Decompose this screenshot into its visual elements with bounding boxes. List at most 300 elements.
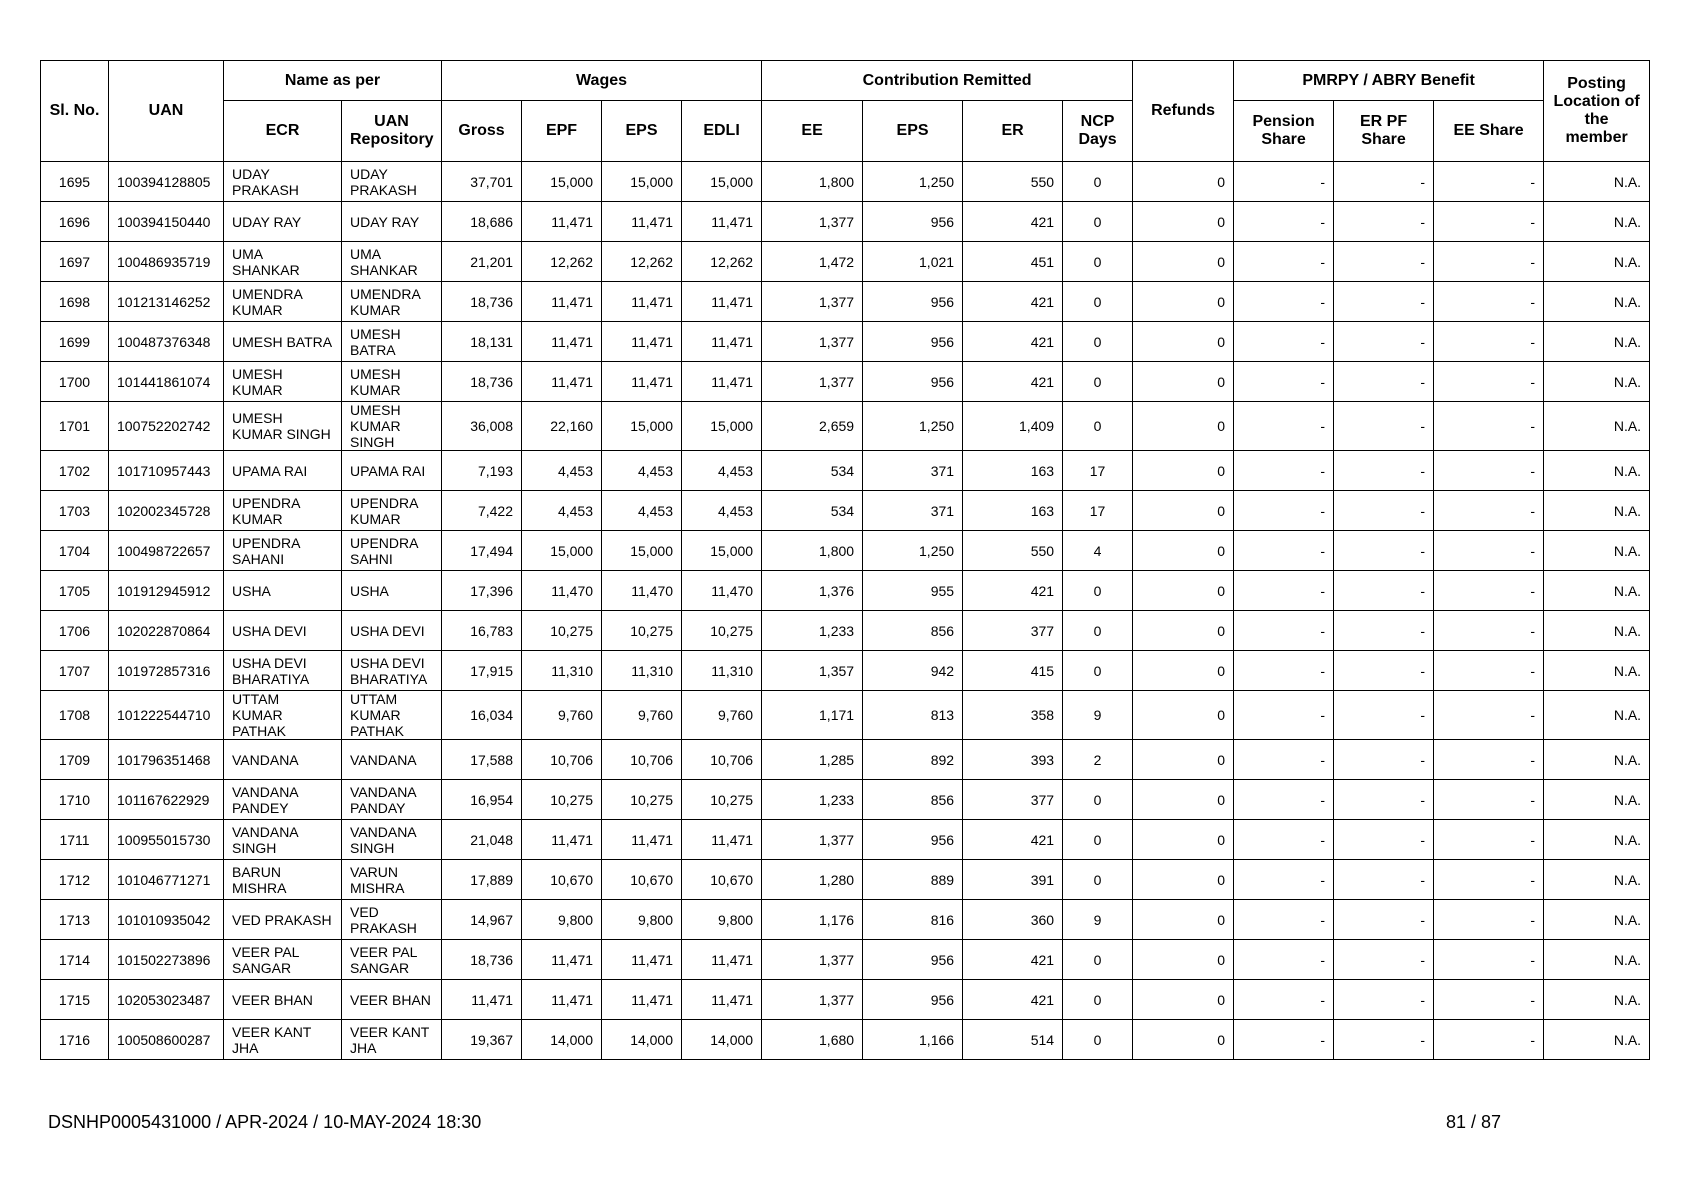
cell-ncp-days: 9 xyxy=(1063,900,1133,940)
table-row xyxy=(41,691,1650,740)
cell-uan-repository-name: UMENDRA KUMAR xyxy=(342,282,442,322)
cell-sl-no: 1698 xyxy=(41,282,109,322)
cell-edli: 11,310 xyxy=(682,651,762,691)
cell-posting-location: N.A. xyxy=(1544,531,1650,571)
cell-ee-share: - xyxy=(1434,780,1544,820)
cell-sl-no: 1705 xyxy=(41,571,109,611)
cell-edli: 15,000 xyxy=(682,531,762,571)
cell-sl-no: 1711 xyxy=(41,820,109,860)
cell-ecr-name: BARUN MISHRA xyxy=(224,860,342,900)
table-row xyxy=(41,611,1650,651)
cell-er-pf-share: - xyxy=(1334,571,1434,611)
table-row xyxy=(41,451,1650,491)
header-pension-share: Pension Share xyxy=(1234,101,1334,162)
cell-edli: 11,471 xyxy=(682,820,762,860)
header-wages: Wages xyxy=(442,61,762,101)
cell-er-pf-share: - xyxy=(1334,780,1434,820)
cell-uan: 102002345728 xyxy=(109,491,224,531)
cell-pension-share: - xyxy=(1234,362,1334,402)
cell-uan-repository-name: VEER PAL SANGAR xyxy=(342,940,442,980)
header-sl-no: Sl. No. xyxy=(41,61,109,162)
cell-uan: 101710957443 xyxy=(109,451,224,491)
cell-epf: 10,670 xyxy=(522,860,602,900)
cell-eps: 15,000 xyxy=(602,402,682,451)
cell-er-pf-share: - xyxy=(1334,491,1434,531)
header-uan-repository: UAN Repository xyxy=(342,101,442,162)
table-row xyxy=(41,571,1650,611)
cell-ee: 534 xyxy=(762,491,863,531)
cell-pension-share: - xyxy=(1234,531,1334,571)
cell-eps: 10,706 xyxy=(602,740,682,780)
cell-uan: 102053023487 xyxy=(109,980,224,1020)
cell-uan-repository-name: UTTAM KUMAR PATHAK xyxy=(342,691,442,740)
cell-ee-share: - xyxy=(1434,860,1544,900)
cell-refunds: 0 xyxy=(1133,780,1234,820)
header-posting-location: Posting Location of the member xyxy=(1544,61,1650,162)
cell-epf: 10,275 xyxy=(522,611,602,651)
cell-er: 415 xyxy=(963,651,1063,691)
cell-er-pf-share: - xyxy=(1334,162,1434,202)
cell-edli: 9,800 xyxy=(682,900,762,940)
cell-eps: 10,275 xyxy=(602,611,682,651)
cell-ee: 1,377 xyxy=(762,820,863,860)
cell-uan-repository-name: VED PRAKASH xyxy=(342,900,442,940)
cell-uan: 101167622929 xyxy=(109,780,224,820)
cell-sl-no: 1716 xyxy=(41,1020,109,1060)
cell-ecr-name: VANDANA xyxy=(224,740,342,780)
cell-er: 377 xyxy=(963,611,1063,651)
cell-er-pf-share: - xyxy=(1334,1020,1434,1060)
cell-eps: 4,453 xyxy=(602,491,682,531)
cell-refunds: 0 xyxy=(1133,491,1234,531)
cell-er-pf-share: - xyxy=(1334,860,1434,900)
cell-ecr-name: UMESH KUMAR xyxy=(224,362,342,402)
cell-ee-share: - xyxy=(1434,900,1544,940)
cell-er-pf-share: - xyxy=(1334,282,1434,322)
cell-contribution-eps: 1,250 xyxy=(863,402,963,451)
cell-refunds: 0 xyxy=(1133,362,1234,402)
cell-gross: 18,131 xyxy=(442,322,522,362)
cell-contribution-eps: 813 xyxy=(863,691,963,740)
cell-pension-share: - xyxy=(1234,940,1334,980)
cell-uan: 101796351468 xyxy=(109,740,224,780)
cell-refunds: 0 xyxy=(1133,611,1234,651)
cell-ecr-name: VEER BHAN xyxy=(224,980,342,1020)
cell-sl-no: 1715 xyxy=(41,980,109,1020)
cell-ncp-days: 0 xyxy=(1063,780,1133,820)
cell-ncp-days: 0 xyxy=(1063,202,1133,242)
cell-epf: 11,471 xyxy=(522,282,602,322)
cell-ee-share: - xyxy=(1434,940,1544,980)
cell-contribution-eps: 1,166 xyxy=(863,1020,963,1060)
table-row xyxy=(41,362,1650,402)
cell-pension-share: - xyxy=(1234,780,1334,820)
cell-sl-no: 1702 xyxy=(41,451,109,491)
cell-epf: 9,800 xyxy=(522,900,602,940)
cell-er-pf-share: - xyxy=(1334,531,1434,571)
cell-gross: 21,201 xyxy=(442,242,522,282)
cell-refunds: 0 xyxy=(1133,162,1234,202)
cell-gross: 17,889 xyxy=(442,860,522,900)
cell-contribution-eps: 956 xyxy=(863,820,963,860)
cell-er: 550 xyxy=(963,162,1063,202)
cell-sl-no: 1707 xyxy=(41,651,109,691)
cell-contribution-eps: 1,250 xyxy=(863,162,963,202)
cell-er-pf-share: - xyxy=(1334,691,1434,740)
cell-ee-share: - xyxy=(1434,282,1544,322)
cell-ncp-days: 0 xyxy=(1063,980,1133,1020)
cell-contribution-eps: 371 xyxy=(863,491,963,531)
cell-refunds: 0 xyxy=(1133,691,1234,740)
cell-eps: 10,275 xyxy=(602,780,682,820)
cell-eps: 11,471 xyxy=(602,322,682,362)
cell-edli: 4,453 xyxy=(682,491,762,531)
cell-uan-repository-name: UMESH KUMAR SINGH xyxy=(342,402,442,451)
table-row xyxy=(41,402,1650,451)
cell-pension-share: - xyxy=(1234,571,1334,611)
cell-contribution-eps: 892 xyxy=(863,740,963,780)
cell-eps: 11,471 xyxy=(602,202,682,242)
cell-sl-no: 1713 xyxy=(41,900,109,940)
cell-er: 451 xyxy=(963,242,1063,282)
cell-gross: 7,422 xyxy=(442,491,522,531)
table-body xyxy=(41,162,1650,1060)
cell-epf: 11,471 xyxy=(522,322,602,362)
cell-gross: 17,588 xyxy=(442,740,522,780)
cell-er: 421 xyxy=(963,202,1063,242)
cell-ecr-name: USHA DEVI xyxy=(224,611,342,651)
cell-refunds: 0 xyxy=(1133,451,1234,491)
table-row xyxy=(41,980,1650,1020)
cell-eps: 15,000 xyxy=(602,531,682,571)
cell-ncp-days: 0 xyxy=(1063,362,1133,402)
cell-sl-no: 1710 xyxy=(41,780,109,820)
cell-gross: 16,783 xyxy=(442,611,522,651)
cell-ncp-days: 0 xyxy=(1063,242,1133,282)
cell-sl-no: 1704 xyxy=(41,531,109,571)
header-ee: EE xyxy=(762,101,863,162)
header-name-as-per: Name as per xyxy=(224,61,442,101)
cell-uan-repository-name: VANDANA PANDAY xyxy=(342,780,442,820)
cell-ecr-name: UPAMA RAI xyxy=(224,451,342,491)
cell-gross: 18,736 xyxy=(442,282,522,322)
cell-uan: 102022870864 xyxy=(109,611,224,651)
cell-pension-share: - xyxy=(1234,1020,1334,1060)
cell-ncp-days: 0 xyxy=(1063,940,1133,980)
cell-gross: 19,367 xyxy=(442,1020,522,1060)
cell-contribution-eps: 956 xyxy=(863,322,963,362)
cell-uan: 101213146252 xyxy=(109,282,224,322)
cell-edli: 15,000 xyxy=(682,162,762,202)
cell-refunds: 0 xyxy=(1133,651,1234,691)
cell-eps: 11,470 xyxy=(602,571,682,611)
cell-ee: 1,800 xyxy=(762,162,863,202)
cell-pension-share: - xyxy=(1234,820,1334,860)
cell-ee-share: - xyxy=(1434,322,1544,362)
cell-er-pf-share: - xyxy=(1334,202,1434,242)
table-row xyxy=(41,282,1650,322)
cell-er: 163 xyxy=(963,491,1063,531)
cell-er: 393 xyxy=(963,740,1063,780)
cell-er-pf-share: - xyxy=(1334,451,1434,491)
cell-contribution-eps: 956 xyxy=(863,282,963,322)
contribution-table xyxy=(40,60,1650,1060)
cell-ecr-name: USHA DEVI BHARATIYA xyxy=(224,651,342,691)
cell-eps: 11,471 xyxy=(602,940,682,980)
cell-edli: 11,470 xyxy=(682,571,762,611)
cell-gross: 21,048 xyxy=(442,820,522,860)
cell-contribution-eps: 942 xyxy=(863,651,963,691)
table-row xyxy=(41,531,1650,571)
header-row-group xyxy=(41,61,1650,101)
cell-ee: 1,472 xyxy=(762,242,863,282)
cell-eps: 10,670 xyxy=(602,860,682,900)
cell-ncp-days: 4 xyxy=(1063,531,1133,571)
cell-gross: 18,736 xyxy=(442,940,522,980)
cell-edli: 11,471 xyxy=(682,202,762,242)
header-edli: EDLI xyxy=(682,101,762,162)
cell-uan: 100394150440 xyxy=(109,202,224,242)
cell-epf: 10,275 xyxy=(522,780,602,820)
cell-posting-location: N.A. xyxy=(1544,202,1650,242)
cell-refunds: 0 xyxy=(1133,531,1234,571)
cell-uan: 100955015730 xyxy=(109,820,224,860)
cell-ncp-days: 17 xyxy=(1063,451,1133,491)
cell-posting-location: N.A. xyxy=(1544,1020,1650,1060)
cell-posting-location: N.A. xyxy=(1544,162,1650,202)
cell-uan-repository-name: UDAY RAY xyxy=(342,202,442,242)
cell-ncp-days: 0 xyxy=(1063,282,1133,322)
header-contribution-eps: EPS xyxy=(863,101,963,162)
cell-contribution-eps: 1,021 xyxy=(863,242,963,282)
cell-edli: 15,000 xyxy=(682,402,762,451)
cell-ee-share: - xyxy=(1434,202,1544,242)
cell-uan: 100508600287 xyxy=(109,1020,224,1060)
cell-epf: 12,262 xyxy=(522,242,602,282)
cell-posting-location: N.A. xyxy=(1544,571,1650,611)
cell-ee-share: - xyxy=(1434,242,1544,282)
cell-ee-share: - xyxy=(1434,820,1544,860)
cell-uan: 100498722657 xyxy=(109,531,224,571)
cell-er: 358 xyxy=(963,691,1063,740)
cell-ncp-days: 9 xyxy=(1063,691,1133,740)
header-ncp-days: NCP Days xyxy=(1063,101,1133,162)
cell-er: 391 xyxy=(963,860,1063,900)
cell-sl-no: 1708 xyxy=(41,691,109,740)
cell-er-pf-share: - xyxy=(1334,242,1434,282)
cell-ee: 1,800 xyxy=(762,531,863,571)
cell-uan: 101502273896 xyxy=(109,940,224,980)
cell-ecr-name: VANDANA PANDEY xyxy=(224,780,342,820)
cell-posting-location: N.A. xyxy=(1544,242,1650,282)
cell-ee: 1,376 xyxy=(762,571,863,611)
cell-uan-repository-name: VANDANA SINGH xyxy=(342,820,442,860)
cell-refunds: 0 xyxy=(1133,980,1234,1020)
cell-refunds: 0 xyxy=(1133,242,1234,282)
cell-contribution-eps: 956 xyxy=(863,940,963,980)
cell-ee: 534 xyxy=(762,451,863,491)
cell-posting-location: N.A. xyxy=(1544,451,1650,491)
cell-posting-location: N.A. xyxy=(1544,362,1650,402)
cell-eps: 11,471 xyxy=(602,820,682,860)
cell-uan: 101010935042 xyxy=(109,900,224,940)
header-ecr: ECR xyxy=(224,101,342,162)
cell-sl-no: 1701 xyxy=(41,402,109,451)
cell-ee: 1,377 xyxy=(762,322,863,362)
cell-uan: 100487376348 xyxy=(109,322,224,362)
cell-ecr-name: VEER PAL SANGAR xyxy=(224,940,342,980)
cell-ee-share: - xyxy=(1434,1020,1544,1060)
cell-gross: 18,736 xyxy=(442,362,522,402)
cell-posting-location: N.A. xyxy=(1544,491,1650,531)
cell-gross: 14,967 xyxy=(442,900,522,940)
cell-uan-repository-name: UMESH BATRA xyxy=(342,322,442,362)
header-eps: EPS xyxy=(602,101,682,162)
cell-ncp-days: 0 xyxy=(1063,1020,1133,1060)
cell-refunds: 0 xyxy=(1133,900,1234,940)
table-row xyxy=(41,242,1650,282)
cell-ee-share: - xyxy=(1434,611,1544,651)
cell-epf: 11,471 xyxy=(522,940,602,980)
cell-pension-share: - xyxy=(1234,740,1334,780)
cell-eps: 9,760 xyxy=(602,691,682,740)
cell-er-pf-share: - xyxy=(1334,402,1434,451)
cell-ee-share: - xyxy=(1434,740,1544,780)
cell-pension-share: - xyxy=(1234,451,1334,491)
cell-ncp-days: 2 xyxy=(1063,740,1133,780)
cell-ee: 2,659 xyxy=(762,402,863,451)
cell-ee-share: - xyxy=(1434,491,1544,531)
cell-epf: 11,471 xyxy=(522,362,602,402)
cell-eps: 11,310 xyxy=(602,651,682,691)
cell-ncp-days: 0 xyxy=(1063,860,1133,900)
cell-sl-no: 1697 xyxy=(41,242,109,282)
cell-er: 514 xyxy=(963,1020,1063,1060)
cell-ncp-days: 0 xyxy=(1063,571,1133,611)
cell-pension-share: - xyxy=(1234,900,1334,940)
cell-uan-repository-name: USHA DEVI BHARATIYA xyxy=(342,651,442,691)
cell-pension-share: - xyxy=(1234,980,1334,1020)
cell-posting-location: N.A. xyxy=(1544,402,1650,451)
cell-ecr-name: VED PRAKASH xyxy=(224,900,342,940)
cell-contribution-eps: 856 xyxy=(863,780,963,820)
cell-eps: 11,471 xyxy=(602,980,682,1020)
cell-posting-location: N.A. xyxy=(1544,740,1650,780)
cell-pension-share: - xyxy=(1234,691,1334,740)
cell-ee-share: - xyxy=(1434,651,1544,691)
header-ee-share: EE Share xyxy=(1434,101,1544,162)
cell-pension-share: - xyxy=(1234,491,1334,531)
cell-contribution-eps: 889 xyxy=(863,860,963,900)
cell-ncp-days: 17 xyxy=(1063,491,1133,531)
cell-ecr-name: UDAY PRAKASH xyxy=(224,162,342,202)
cell-uan: 100752202742 xyxy=(109,402,224,451)
cell-epf: 11,471 xyxy=(522,980,602,1020)
cell-epf: 11,470 xyxy=(522,571,602,611)
table-row xyxy=(41,900,1650,940)
cell-gross: 18,686 xyxy=(442,202,522,242)
cell-contribution-eps: 371 xyxy=(863,451,963,491)
cell-ee-share: - xyxy=(1434,531,1544,571)
cell-er-pf-share: - xyxy=(1334,611,1434,651)
cell-contribution-eps: 955 xyxy=(863,571,963,611)
cell-refunds: 0 xyxy=(1133,740,1234,780)
cell-gross: 17,396 xyxy=(442,571,522,611)
cell-er-pf-share: - xyxy=(1334,322,1434,362)
cell-uan-repository-name: UPENDRA KUMAR xyxy=(342,491,442,531)
cell-ee: 1,176 xyxy=(762,900,863,940)
cell-edli: 10,275 xyxy=(682,780,762,820)
cell-epf: 4,453 xyxy=(522,451,602,491)
header-er: ER xyxy=(963,101,1063,162)
cell-ee: 1,377 xyxy=(762,362,863,402)
cell-ncp-days: 0 xyxy=(1063,402,1133,451)
cell-er-pf-share: - xyxy=(1334,740,1434,780)
cell-er: 360 xyxy=(963,900,1063,940)
cell-er-pf-share: - xyxy=(1334,820,1434,860)
cell-gross: 17,915 xyxy=(442,651,522,691)
cell-epf: 14,000 xyxy=(522,1020,602,1060)
cell-uan: 101441861074 xyxy=(109,362,224,402)
cell-gross: 37,701 xyxy=(442,162,522,202)
cell-ee: 1,377 xyxy=(762,202,863,242)
cell-uan-repository-name: UDAY PRAKASH xyxy=(342,162,442,202)
table-row xyxy=(41,940,1650,980)
cell-pension-share: - xyxy=(1234,611,1334,651)
cell-uan-repository-name: UPAMA RAI xyxy=(342,451,442,491)
cell-sl-no: 1714 xyxy=(41,940,109,980)
cell-er: 421 xyxy=(963,940,1063,980)
cell-pension-share: - xyxy=(1234,860,1334,900)
header-epf: EPF xyxy=(522,101,602,162)
cell-er: 421 xyxy=(963,980,1063,1020)
cell-er-pf-share: - xyxy=(1334,900,1434,940)
cell-contribution-eps: 1,250 xyxy=(863,531,963,571)
cell-refunds: 0 xyxy=(1133,1020,1234,1060)
cell-ee: 1,233 xyxy=(762,780,863,820)
cell-er: 163 xyxy=(963,451,1063,491)
cell-ncp-days: 0 xyxy=(1063,651,1133,691)
cell-eps: 9,800 xyxy=(602,900,682,940)
cell-eps: 15,000 xyxy=(602,162,682,202)
cell-pension-share: - xyxy=(1234,242,1334,282)
table-row xyxy=(41,1020,1650,1060)
cell-posting-location: N.A. xyxy=(1544,940,1650,980)
cell-contribution-eps: 956 xyxy=(863,362,963,402)
cell-posting-location: N.A. xyxy=(1544,322,1650,362)
cell-posting-location: N.A. xyxy=(1544,282,1650,322)
cell-ecr-name: UMENDRA KUMAR xyxy=(224,282,342,322)
cell-refunds: 0 xyxy=(1133,202,1234,242)
cell-pension-share: - xyxy=(1234,282,1334,322)
cell-uan-repository-name: UMESH KUMAR xyxy=(342,362,442,402)
document-reference: DSNHP0005431000 / APR-2024 / 10-MAY-2024 18:30 xyxy=(48,1112,482,1132)
cell-contribution-eps: 956 xyxy=(863,980,963,1020)
cell-ee-share: - xyxy=(1434,402,1544,451)
cell-gross: 11,471 xyxy=(442,980,522,1020)
cell-edli: 12,262 xyxy=(682,242,762,282)
cell-ee: 1,285 xyxy=(762,740,863,780)
table-row xyxy=(41,860,1650,900)
cell-uan-repository-name: VEER KANT JHA xyxy=(342,1020,442,1060)
cell-uan-repository-name: VARUN MISHRA xyxy=(342,860,442,900)
cell-ecr-name: USHA xyxy=(224,571,342,611)
cell-epf: 22,160 xyxy=(522,402,602,451)
cell-ecr-name: UMA SHANKAR xyxy=(224,242,342,282)
cell-ncp-days: 0 xyxy=(1063,322,1133,362)
cell-posting-location: N.A. xyxy=(1544,900,1650,940)
cell-gross: 17,494 xyxy=(442,531,522,571)
